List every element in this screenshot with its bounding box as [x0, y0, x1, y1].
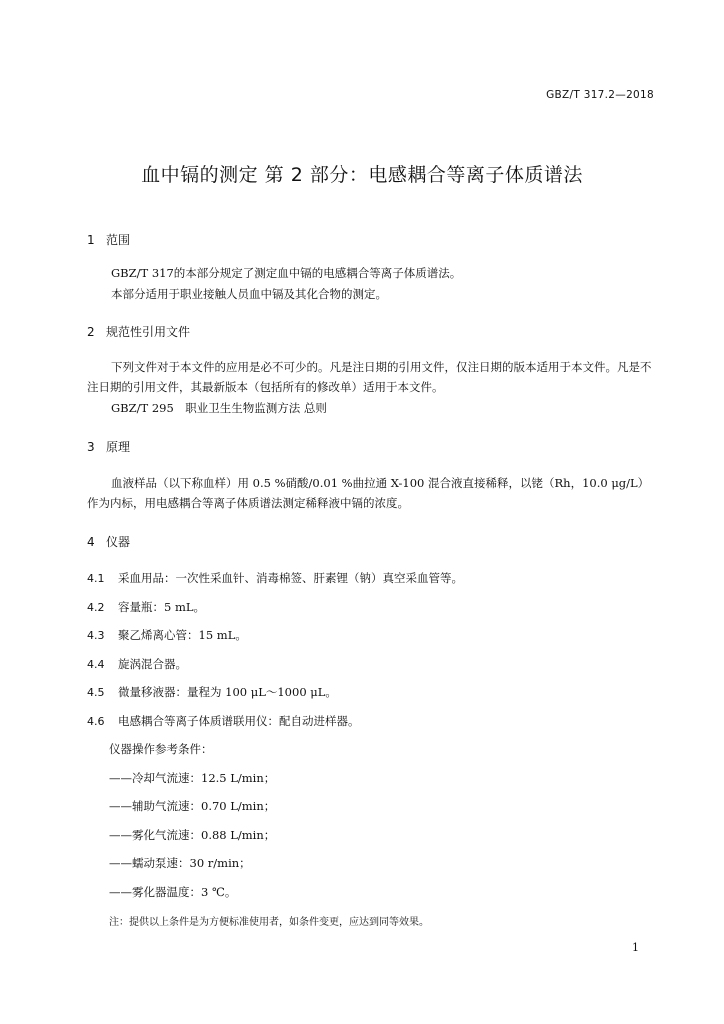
- section-heading-3: [87, 438, 130, 455]
- section-title: 规范性引用文件: [106, 325, 191, 339]
- section-number: 1: [87, 233, 95, 247]
- paragraph: 本部分适用于职业接触人员血中镉及其化合物的测定。: [111, 287, 387, 301]
- list-item: [87, 713, 360, 729]
- item-number: 4.5: [87, 686, 105, 699]
- item-number: 4.1: [87, 572, 105, 585]
- condition-line: ——冷却气流速：12.5 L/min；: [109, 771, 276, 785]
- section-title: 范围: [106, 233, 131, 247]
- condition-line: ——蠕动泵速：30 r/min；: [109, 856, 251, 870]
- standard-number: GBZ/T 317.2—2018: [546, 89, 654, 101]
- item-text: 采血用品：一次性采血针、消毒棉签、肝素锂（钠）真空采血管等。: [118, 571, 463, 585]
- conditions-title: 仪器操作参考条件：: [109, 742, 213, 756]
- item-number: 4.3: [87, 629, 105, 642]
- section-title: 原理: [106, 440, 131, 454]
- normative-reference: GBZ/T 295 职业卫生生物监测方法 总则: [111, 401, 327, 415]
- section-number: 4: [87, 535, 95, 549]
- paragraph: 血液样品（以下称血样）用 0.5 %硝酸/0.01 %曲拉通 X-100 混合液直接稀释，以铑（Rh，10.0 μg/L）作为内标，用电感耦合等离子体质谱法测定稀释液中镉的浓度。: [87, 476, 650, 510]
- paragraph: 下列文件对于本文件的应用是必不可少的。凡是注日期的引用文件，仅注日期的版本适用于本文件。凡是不注日期的引用文件，其最新版本（包括所有的修改单）适用于本文件。: [87, 360, 652, 394]
- section-title: 仪器: [106, 535, 131, 549]
- condition-line: ——辅助气流速：0.70 L/min；: [109, 799, 276, 813]
- paragraph: GBZ/T 317的本部分规定了测定血中镉的电感耦合等离子体质谱法。: [111, 266, 462, 280]
- section-number: 2: [87, 325, 95, 339]
- section-heading-2: [87, 323, 190, 340]
- page-number: 1: [632, 941, 639, 954]
- list-item: [87, 656, 187, 672]
- item-text: 聚乙烯离心管：15 mL。: [118, 628, 247, 642]
- section-heading-1: [87, 231, 130, 248]
- item-text: 旋涡混合器。: [118, 657, 187, 671]
- condition-line: ——雾化气流速：0.88 L/min；: [109, 828, 276, 842]
- item-number: 4.6: [87, 715, 105, 728]
- item-number: 4.2: [87, 601, 105, 614]
- condition-line: ——雾化器温度：3 ℃。: [109, 885, 237, 899]
- list-item: [87, 570, 463, 586]
- item-text: 容量瓶：5 mL。: [118, 600, 206, 614]
- section-number: 3: [87, 440, 95, 454]
- item-number: 4.4: [87, 658, 105, 671]
- list-item: [87, 599, 205, 615]
- item-text: 微量移液器：量程为 100 μL～1000 μL。: [118, 685, 337, 699]
- item-text: 电感耦合等离子体质谱联用仪：配自动进样器。: [118, 714, 360, 728]
- list-item: [87, 684, 337, 700]
- document-title: 血中镉的测定 第 2 部分：电感耦合等离子体质谱法: [141, 164, 583, 186]
- note: 注：提供以上条件是为方便标准使用者，如条件变更，应达到同等效果。: [109, 917, 429, 928]
- list-item: [87, 627, 247, 643]
- section-heading-4: [87, 533, 130, 550]
